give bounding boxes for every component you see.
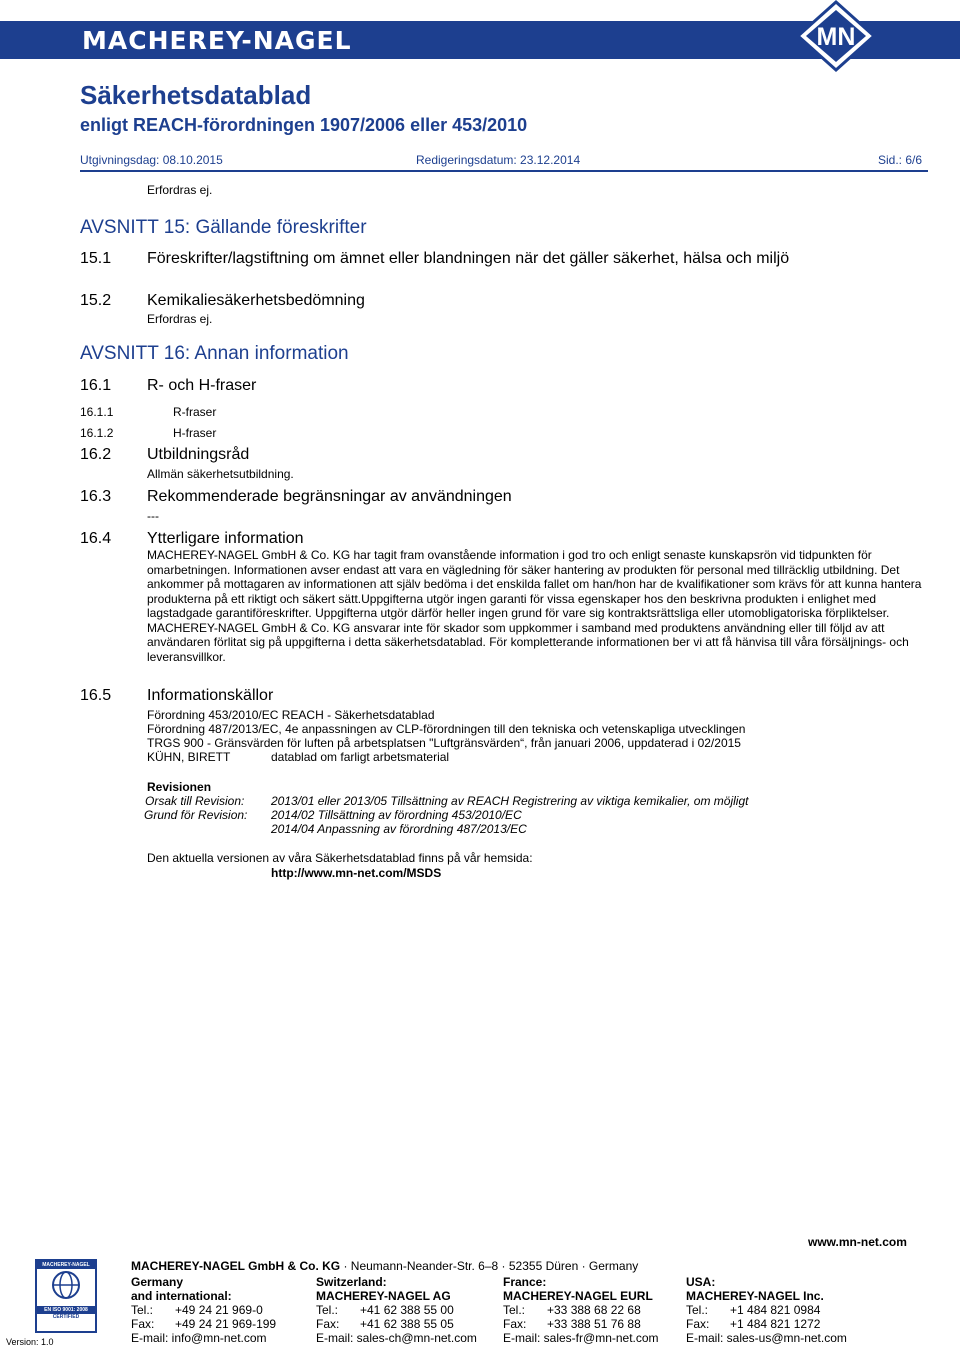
document-subtitle: enligt REACH-förordningen 1907/2006 eller 453/2010 (80, 115, 528, 135)
subsubsection-number: 16.1.2 (80, 426, 114, 440)
footer-col4-subheading: MACHEREY-NAGEL Inc. (686, 1289, 824, 1303)
subsubsection-number: 16.1.1 (80, 405, 114, 419)
revision-reason-value: 2013/01 eller 2013/05 Tillsättning av REACH Registrering av viktiga kemikalier, om möjligt (271, 794, 749, 808)
subsection-number: 16.2 (80, 446, 112, 463)
footer-col1-email[interactable]: E-mail: info@mn-net.com (131, 1331, 267, 1345)
subsection-title: R- och H-fraser (147, 377, 257, 394)
footer-col1-heading: Germany (131, 1275, 184, 1289)
footer-col1-subheading: and international: (131, 1289, 232, 1303)
subsection-title: Ytterligare information (147, 530, 304, 547)
source-item-title: datablad om farligt arbetsmaterial (271, 750, 450, 764)
source-item: TRGS 900 - Gränsvärden för luften på arbetsplatsen "Luftgränsvärden“, från januari 2006, uppdaterad i 02/2015 (147, 736, 741, 750)
source-item-author: KÜHN, BIRETT (147, 750, 231, 764)
iso-line2: CERTIFIED (52, 1314, 80, 1320)
subsection-number: 16.1 (80, 377, 112, 394)
msds-link[interactable]: http://www.mn-net.com/MSDS (271, 866, 442, 880)
footer-col2-email[interactable]: E-mail: sales-ch@mn-net.com (316, 1331, 477, 1345)
version-label: Version: 1.0 (6, 1337, 54, 1347)
subsection-text: Erfordras ej. (147, 312, 213, 326)
footer-col3-tel-label: Tel.: (503, 1303, 526, 1317)
footer-col3-heading: France: (503, 1275, 547, 1289)
footer-col4-tel: +1 484 821 0984 (730, 1303, 821, 1317)
footer-col4-email[interactable]: E-mail: sales-us@mn-net.com (686, 1331, 847, 1345)
footer-col4-heading: USA: (686, 1275, 716, 1289)
subsection-number: 16.3 (80, 488, 112, 505)
mn-logo-icon (776, 0, 896, 72)
footer-col2-tel-label: Tel.: (316, 1303, 339, 1317)
logo-text: MN (816, 23, 856, 51)
source-item: Förordning 453/2010/EC REACH - Säkerhetsdatablad (147, 708, 435, 722)
revision-reason-label: Orsak till Revision: (145, 794, 245, 808)
revision-heading: Revisionen (147, 780, 212, 794)
brand-name: MACHEREY-NAGEL (82, 26, 352, 55)
section-15-heading: AVSNITT 15: Gällande föreskrifter (80, 217, 367, 238)
footer-website[interactable]: www.mn-net.com (808, 1235, 907, 1249)
footer-col1-tel: +49 24 21 969-0 (175, 1303, 263, 1317)
footer-col4-fax: +1 484 821 1272 (730, 1317, 821, 1331)
footer-col4-fax-label: Fax: (686, 1317, 710, 1331)
subsection-title: Föreskrifter/lagstiftning om ämnet eller blandningen när det gäller säkerhet, hälsa och miljö (147, 250, 790, 267)
footer-company-line (131, 1259, 638, 1273)
footer-col1-tel-label: Tel.: (131, 1303, 154, 1317)
top-note: Erfordras ej. (147, 183, 213, 197)
subsection-text: --- (147, 509, 159, 523)
footer-col2-fax: +41 62 388 55 05 (360, 1317, 454, 1331)
footer-col2-fax-label: Fax: (316, 1317, 340, 1331)
document-title: Säkerhetsdatablad (80, 80, 312, 110)
footer-col2-subheading: MACHEREY-NAGEL AG (316, 1289, 451, 1303)
subsection-number: 15.2 (80, 292, 112, 309)
subsection-text: Allmän säkerhetsutbildning. (147, 467, 294, 481)
source-item: Förordning 487/2013/EC, 4e anpassningen av CLP-förordningen till den tekniska och vetenskapliga utvecklingen (147, 722, 746, 736)
footer-address: · Neumann-Neander-Str. 6–8 · 52355 Düren · Germany (340, 1259, 639, 1273)
subsection-title: Utbildningsråd (147, 446, 250, 463)
revision-basis-value: 2014/04 Anpassning av förordning 487/2013/EC (271, 822, 527, 836)
section-16-heading: AVSNITT 16: Annan information (80, 343, 349, 364)
header-banner (0, 0, 960, 72)
footer-col3-email[interactable]: E-mail: sales-fr@mn-net.com (503, 1331, 659, 1345)
footer-col2-heading: Switzerland: (316, 1275, 387, 1289)
iso-brand: MACHEREY-NAGEL (37, 1261, 95, 1269)
revision-date: Redigeringsdatum: 23.12.2014 (416, 153, 581, 167)
subsection-number: 16.4 (80, 530, 112, 547)
subsection-title: Informationskällor (147, 687, 274, 704)
iso-line1: EN ISO 9001: 2008 (37, 1306, 95, 1314)
issue-date: Utgivningsdag: 08.10.2015 (80, 153, 223, 167)
subsection-title: Kemikaliesäkerhetsbedömning (147, 292, 365, 309)
footer-col3-tel: +33 388 68 22 68 (547, 1303, 641, 1317)
header-divider (80, 170, 928, 172)
subsubsection-title: R-fraser (173, 405, 217, 419)
subsection-number: 16.5 (80, 687, 112, 704)
additional-information-paragraph: MACHEREY-NAGEL GmbH & Co. KG har tagit fram ovanstående information i god tro och enligt senaste kunskapsrön vid tidpunkten för omarbetningen. Informationen avser endast att vara en vägledning för säker hantering av produkten för personal med tillräcklig utbildning. Det ankommer på mottagaren av informationen att själv bedöma i det enskilda fallet om han/hon har de kvalifikationer som krävs för att kunna hantera produkterna på ett riktigt och säkert sätt.Uppgifterna utgör ingen garanti för vissa egenskaper hos den beskrivna produkten i enlighet med lagstadgade garantiföreskrifter. Uppgifterna utgör därför heller ingen grund för vare sig kontraktsrättsliga eller utomobligatoriska förpliktelser. MACHEREY-NAGEL GmbH & Co. KG ansvarar inte för skador som uppkommer i samband med produktens användning eller till följd av att användaren förlitat sig på uppgifterna i detta säkerhetsdatablad. För kompletterande informationen ber vi att få hänvisa till våra försäljnings- och leveransvillkor. (147, 548, 922, 664)
iso-certificate-badge (35, 1259, 97, 1333)
footer-col1-fax-label: Fax: (131, 1317, 155, 1331)
globe-icon (37, 1269, 95, 1301)
footer-company: MACHEREY-NAGEL GmbH & Co. KG (131, 1259, 341, 1273)
footer-col1-fax: +49 24 21 969-199 (175, 1317, 277, 1331)
footer-col3-subheading: MACHEREY-NAGEL EURL (503, 1289, 653, 1303)
footer-col4-tel-label: Tel.: (686, 1303, 709, 1317)
revision-basis-label: Grund för Revision: (144, 808, 248, 822)
footer-col3-fax: +33 388 51 76 88 (547, 1317, 641, 1331)
subsection-title: Rekommenderade begränsningar av användningen (147, 488, 512, 505)
subsubsection-title: H-fraser (173, 426, 217, 440)
page-number: Sid.: 6/6 (878, 153, 923, 167)
closing-text: Den aktuella versionen av våra Säkerhetsdatablad finns på vår hemsida: (147, 851, 533, 865)
footer-col2-tel: +41 62 388 55 00 (360, 1303, 454, 1317)
subsection-number: 15.1 (80, 250, 112, 267)
footer-col3-fax-label: Fax: (503, 1317, 527, 1331)
revision-basis-value: 2014/02 Tillsättning av förordning 453/2010/EC (271, 808, 522, 822)
